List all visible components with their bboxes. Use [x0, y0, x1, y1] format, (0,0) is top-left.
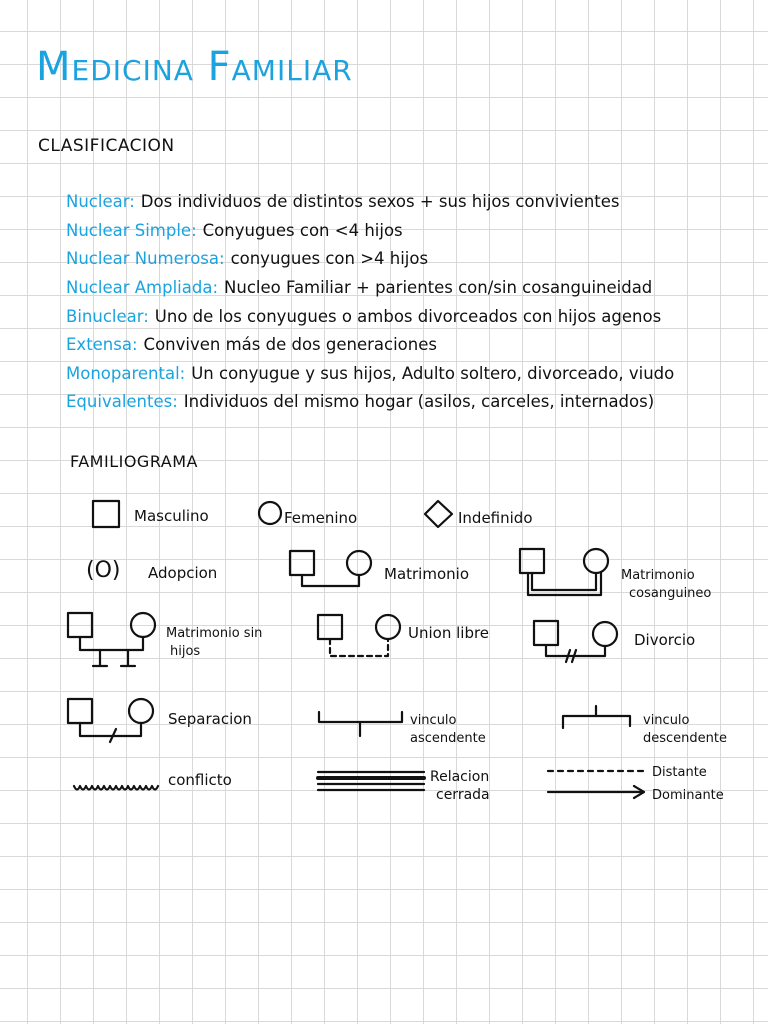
dominante-label: Dominante	[652, 788, 724, 803]
matrimonio-cosanguineo-line1: Matrimonio	[621, 568, 695, 583]
matrimonio-label: Matrimonio	[384, 565, 469, 583]
descending-link-icon	[560, 704, 636, 734]
matrimonio-cosanguineo-label	[621, 567, 711, 603]
classification-term: Extensa:	[66, 335, 138, 354]
classification-definition: Individuos del mismo hogar (asilos, carceles, internados)	[183, 392, 655, 411]
distante-label: Distante	[652, 765, 707, 780]
vinculo-ascendente-label	[410, 712, 486, 748]
vinculo-descendente-line2: descendente	[643, 731, 727, 746]
classification-term: Monoparental:	[66, 364, 186, 383]
classification-item	[66, 278, 652, 297]
classification-item	[66, 307, 661, 326]
adoption-icon: (O)	[86, 558, 121, 583]
classification-item	[66, 221, 403, 240]
matrimonio-sin-hijos-label	[166, 625, 262, 661]
page-title: Medicina Familiar	[36, 44, 353, 90]
conflicto-label: conflicto	[168, 771, 232, 789]
classification-item	[66, 392, 654, 411]
classification-item	[66, 364, 674, 383]
classification-definition: Uno de los conyugues o ambos divorceados con hijos agenos	[154, 307, 662, 326]
consanguineous-marriage-icon	[518, 546, 612, 602]
childless-marriage-icon	[66, 610, 162, 672]
classification-term: Nuclear Simple:	[66, 221, 197, 240]
conflict-wave-icon	[72, 780, 160, 798]
classification-definition: conyugues con >4 hijos	[230, 249, 429, 268]
vinculo-descendente-line1: vinculo	[643, 713, 690, 728]
classification-heading: CLASIFICACION	[38, 136, 175, 156]
free-union-icon	[316, 612, 408, 668]
male-square-icon	[92, 500, 122, 530]
adopcion-label: Adopcion	[148, 564, 218, 582]
femenino-label: Femenino	[284, 509, 358, 527]
classification-term: Nuclear Ampliada:	[66, 278, 219, 297]
classification-term: Nuclear:	[66, 192, 135, 211]
masculino-label: Masculino	[134, 507, 209, 525]
vinculo-ascendente-line2: ascendente	[410, 731, 486, 746]
matrimonio-sin-hijos-line2: hijos	[170, 644, 201, 659]
undefined-diamond-icon	[424, 500, 456, 530]
indefinido-label: Indefinido	[458, 509, 533, 527]
separation-icon	[66, 696, 162, 748]
relacion-cerrada-label	[430, 768, 490, 804]
classification-term: Nuclear Numerosa:	[66, 249, 225, 268]
female-circle-icon	[258, 501, 284, 527]
classification-term: Equivalentes:	[66, 392, 178, 411]
relacion-cerrada-line1: Relacion	[430, 769, 490, 785]
classification-definition: Nucleo Familiar + parientes con/sin cosanguineidad	[224, 278, 653, 297]
close-relationship-icon	[316, 768, 428, 794]
classification-definition: Un conyugue y sus hijos, Adulto soltero, divorceado, viudo	[191, 364, 675, 383]
separacion-label: Separacion	[168, 710, 252, 728]
classification-item	[66, 335, 437, 354]
marriage-symbol-icon	[288, 548, 380, 594]
classification-definition: Dos individuos de distintos sexos + sus hijos convivientes	[140, 192, 620, 211]
relacion-cerrada-line2: cerrada	[436, 787, 490, 803]
ascending-link-icon	[316, 708, 406, 740]
vinculo-ascendente-line1: vinculo	[410, 713, 457, 728]
divorcio-label: Divorcio	[634, 631, 696, 649]
distant-dominant-lines-icon	[546, 764, 650, 804]
vinculo-descendente-label	[643, 712, 727, 748]
familiogram-heading: FAMILIOGRAMA	[70, 452, 198, 471]
classification-item	[66, 192, 620, 211]
classification-definition: Conyugues con <4 hijos	[202, 221, 403, 240]
matrimonio-cosanguineo-line2: cosanguineo	[629, 586, 712, 601]
divorce-icon	[532, 618, 626, 668]
union-libre-label: Union libre	[408, 624, 490, 642]
classification-definition: Conviven más de dos generaciones	[143, 335, 437, 354]
classification-item	[66, 249, 428, 268]
classification-term: Binuclear:	[66, 307, 149, 326]
matrimonio-sin-hijos-line1: Matrimonio sin	[166, 626, 263, 641]
